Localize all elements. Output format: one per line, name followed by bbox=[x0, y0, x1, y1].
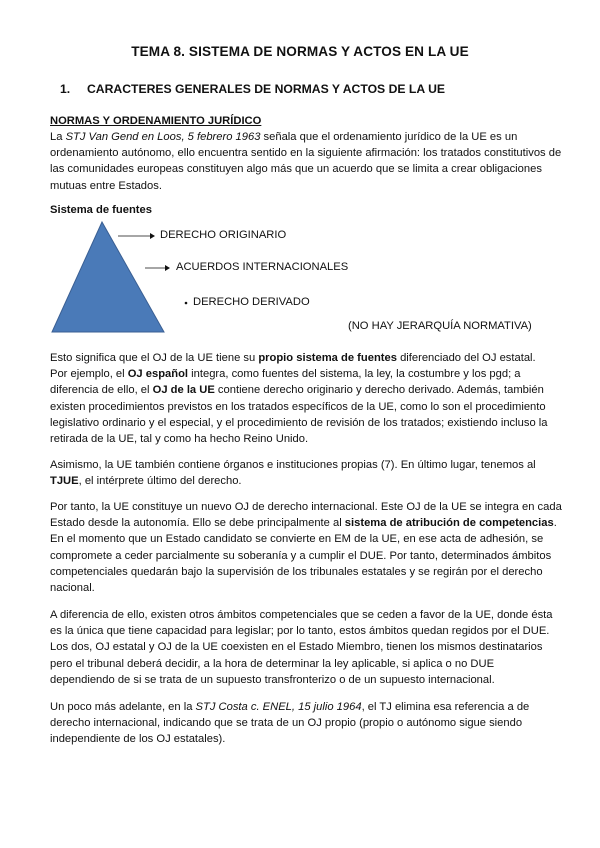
p1-line bbox=[50, 382, 560, 398]
jerarquia-note: (NO HAY JERARQUÍA NORMATIVA) bbox=[348, 320, 532, 332]
text-run: diferencia de ello, el bbox=[50, 384, 153, 397]
p3-line: nacional. bbox=[50, 582, 95, 595]
text-run: , el TJ elimina esa referencia a de bbox=[361, 701, 530, 713]
text-run: Por ejemplo, el bbox=[50, 368, 128, 381]
p5-line: independiente de los OJ estatales). bbox=[50, 733, 226, 746]
p5-line bbox=[50, 699, 560, 715]
document-title: TEMA 8. SISTEMA DE NORMAS Y ACTOS EN LA UE bbox=[131, 44, 469, 59]
text-run: diferenciado del OJ estatal. bbox=[396, 352, 536, 364]
p5-line: derecho internacional, indicando que se trata de un OJ propio (propio o autónomo sigue siendo bbox=[50, 717, 523, 730]
p4-line: A diferencia de ello, existen otros ámbitos competenciales que se ceden a favor de la UE, donde ésta bbox=[50, 609, 553, 621]
case-citation: STJ Costa c. ENEL, 15 julio 1964 bbox=[195, 701, 362, 713]
subsection-heading: NORMAS Y ORDENAMIENTO JURÍDICO bbox=[50, 115, 262, 127]
text-run: Esto significa que el OJ de la UE tiene su bbox=[50, 352, 259, 364]
paragraph-4 bbox=[50, 607, 560, 688]
p4-line: dependiendo de si se trata de un supuesto transfronterizo o de un supuesto internacional. bbox=[50, 673, 495, 686]
bold-term: OJ español bbox=[127, 368, 189, 381]
paragraph-3 bbox=[50, 499, 560, 596]
arrow-head bbox=[150, 233, 155, 239]
p1-line bbox=[50, 350, 560, 366]
text-run: Un poco más adelante, en la bbox=[50, 701, 196, 713]
text-run: . bbox=[553, 517, 557, 530]
p2-line: Asimismo, la UE también contiene órganos e instituciones propias (7). En último lugar, tenemos al bbox=[50, 459, 536, 471]
p3-line: competenciales quedarán bajo la supervisión de los tribunales estatales y se regirán por el derecho bbox=[50, 565, 543, 578]
text-run: contiene derecho originario y derecho derivado. Además, también bbox=[214, 384, 544, 397]
bold-term: OJ de la UE bbox=[152, 384, 215, 397]
intro-line: ordenamiento autónomo, ello encuentra sentido en la siguiente afirmación: los tratados constitutivos de bbox=[50, 147, 562, 160]
bold-term: sistema de atribución de competencias bbox=[344, 517, 554, 530]
p4-line: Los dos, OJ estatal y OJ de la UE coexisten en el Estado Miembro, tienen los mismos destinatarios bbox=[50, 641, 543, 654]
text-run: , el intérprete último del derecho. bbox=[78, 475, 242, 488]
section-number: 1. bbox=[60, 82, 71, 96]
bold-term: propio sistema de fuentes bbox=[258, 352, 397, 364]
p1-line: legislativo ordinario y el especial, y el procedimiento de revisión de los tratados; existiendo incluso la bbox=[50, 416, 548, 429]
p4-line: es la única que tiene capacidad para legislar; por lo tanto, estos ámbitos quedan regidos por el DUE. bbox=[50, 625, 550, 638]
section-label: CARACTERES GENERALES DE NORMAS Y ACTOS DE LA UE bbox=[87, 82, 445, 96]
text-run: integra, como fuentes del sistema, la ley, la costumbre y los pgd; a bbox=[188, 368, 521, 381]
paragraph-1 bbox=[50, 350, 560, 447]
paragraph-5 bbox=[50, 699, 560, 748]
bullet-dot bbox=[185, 302, 188, 305]
p3-line: compromete a ceder parcialmente su soberanía y a cumplir el DUE. Por tanto, determinados ámbitos bbox=[50, 549, 552, 562]
p3-line: En el momento que un Estado candidato se convierte en EM de la UE, en ese acta de adhesión, se bbox=[50, 533, 544, 546]
intro-line: las comunidades europeas constituyen algo más que un acuerdo que se limita a crear obligaciones bbox=[50, 163, 542, 176]
text-run: La bbox=[50, 131, 66, 143]
p3-line bbox=[50, 515, 560, 531]
p1-line: retirada de la UE, tal y como ha hecho Reino Unido. bbox=[50, 433, 309, 446]
case-citation: STJ Van Gend en Loos, 5 febrero 1963 bbox=[65, 131, 261, 143]
p4-line: pero el tribunal deberá decidir, a la hora de determinar la ley aplicable, si aplica o no DUE bbox=[50, 657, 495, 670]
p2-line bbox=[50, 473, 560, 489]
arrow-head bbox=[165, 265, 170, 271]
text-run: Estado desde la autonomía. Ello se debe principalmente al bbox=[50, 517, 345, 530]
fuente-derecho-derivado: DERECHO DERIVADO bbox=[193, 296, 310, 308]
p1-line bbox=[50, 366, 560, 382]
p1-line: existen procedimientos previstos en los tratados específicos de la UE, como lo son el procedimiento bbox=[50, 400, 546, 413]
fuente-acuerdos-internacionales: ACUERDOS INTERNACIONALES bbox=[176, 261, 349, 273]
intro-line: mutuas entre Estados. bbox=[50, 179, 162, 192]
p3-line: Por tanto, la UE constituye un nuevo OJ de derecho internacional. Este OJ de la UE se integra en cada bbox=[50, 501, 562, 513]
bold-term: TJUE bbox=[50, 475, 79, 488]
fuente-derecho-originario: DERECHO ORIGINARIO bbox=[160, 229, 287, 241]
sistema-fuentes-label: Sistema de fuentes bbox=[50, 204, 152, 216]
paragraph-2 bbox=[50, 457, 560, 489]
text-run: señala que el ordenamiento jurídico de la UE es un bbox=[260, 131, 518, 143]
